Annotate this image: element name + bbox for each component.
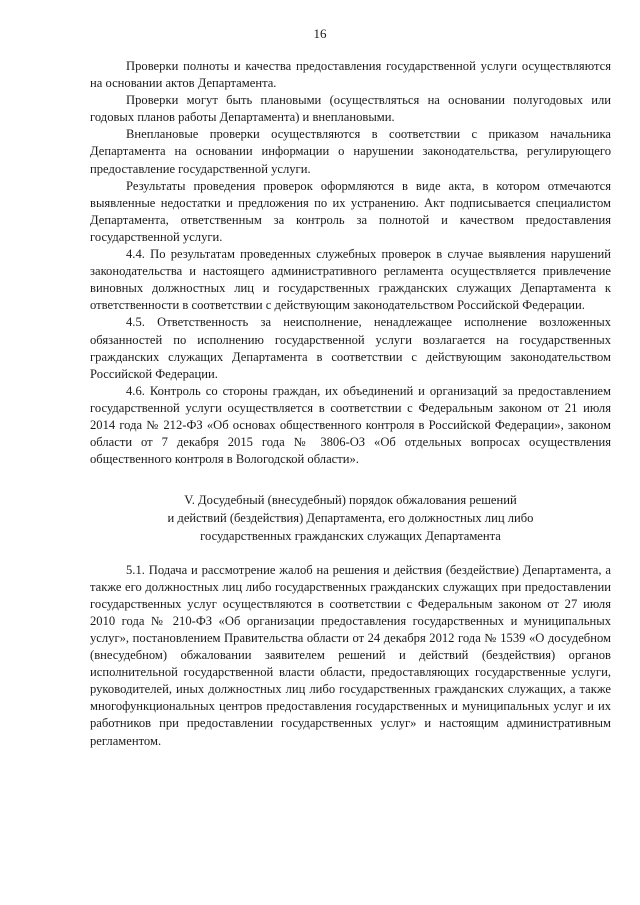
document-body [90, 58, 611, 750]
page-number: 16 [313, 26, 327, 41]
paragraph-inspections-basis: Проверки полноты и качества предоставления государственной услуги осуществляются на основании актов Департамента. [90, 59, 611, 91]
section-heading [90, 492, 611, 545]
section-heading-line-1: V. Досудебный (внесудебный) порядок обжалования решений [184, 493, 517, 508]
paragraph-4-5: 4.5. Ответственность за неисполнение, ненадлежащее исполнение возложенных обязанностей по исполнению государственной услуги возлагается на государственных гражданских служащих Департамента в соответствии с действующим законодательством Российской Федерации. [90, 315, 611, 381]
section-heading-line-3: государственных гражданских служащих Департамента [200, 528, 501, 543]
paragraph-4-6: 4.6. Контроль со стороны граждан, их объединений и организаций за предоставлением государственной услуги осуществляется в соответствии с Федеральным законом от 21 июля 2014 года № 212-ФЗ «Об основах общественного контроля в Российской Федерации», законом области от 7 декабря 2015 года № 3806-ОЗ «Об отдельных вопросах осуществления общественного контроля в Вологодской области». [90, 383, 611, 467]
paragraph-inspection-types: Проверки могут быть плановыми (осуществляться на основании полугодовых или годовых планов работы Департамента) и внеплановыми. [90, 93, 611, 125]
paragraph-5-1: 5.1. Подача и рассмотрение жалоб на решения и действия (бездействие) Департамента, а также его должностных лиц либо государственных гражданских служащих при предоставлении государственных услуг осуществляются в соответствии с Федеральным законом от 27 июля 2010 года № 210-ФЗ «Об организации предоставления государственных и муниципальных услуг», постановлением Правительства области от 24 декабря 2012 года № 1539 «О досудебном (внесудебном) обжаловании заявителем решений и действий (бездействия) органов исполнительной государственной власти области, предоставляющих государственные услуги, руководителей, иных должностных лиц либо государственных гражданских служащих, а также многофункциональных центров предоставления государственных и муниципальных услуг и их работников при предоставлении государственных услуг» и настоящим административным регламентом. [90, 562, 611, 748]
section-heading-line-2: и действий (бездействия) Департамента, его должностных лиц либо [167, 511, 534, 526]
paragraph-unscheduled-inspections: Внеплановые проверки осуществляются в соответствии с приказом начальника Департамента на основании информации о нарушении законодательства, регулирующего предоставление государственной услуги. [90, 127, 611, 176]
paragraph-4-4: 4.4. По результатам проведенных служебных проверок в случае выявления нарушений законодательства и настоящего административного регламента осуществляется привлечение виновных должностных лиц и государственных гражданских служащих Департамента к ответственности в соответствии с действующим законодательством Российской Федерации. [90, 247, 611, 313]
paragraph-inspection-results: Результаты проведения проверок оформляются в виде акта, в котором отмечаются выявленные недостатки и предложения по их устранению. Акт подписывается специалистом Департамента, ответственным за контроль за полнотой и качеством предоставления государственной услуги. [90, 178, 611, 244]
